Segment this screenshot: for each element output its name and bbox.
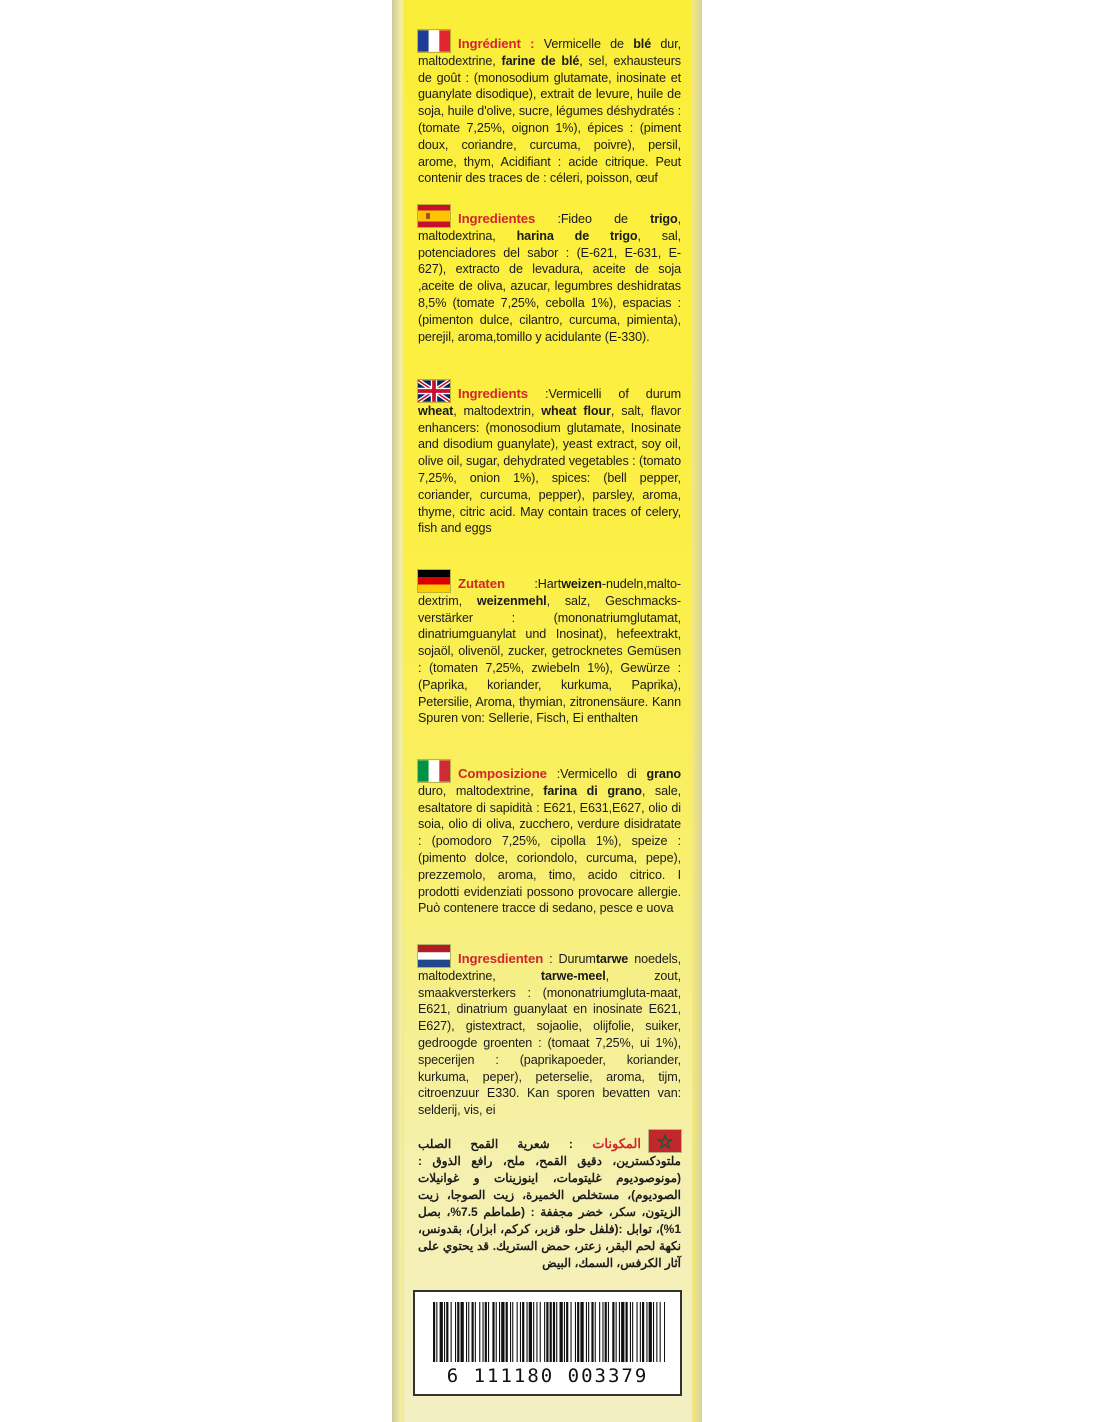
barcode-bar — [475, 1302, 476, 1362]
barcode-bar — [553, 1302, 555, 1362]
barcode-bar — [488, 1302, 489, 1362]
barcode-bar — [517, 1302, 518, 1362]
barcode-bar — [660, 1302, 661, 1362]
barcode-bar — [608, 1302, 609, 1362]
barcode-bar — [501, 1302, 504, 1362]
barcode-bar — [529, 1302, 532, 1362]
italy-flag-icon — [418, 760, 450, 782]
barcode-bars — [433, 1302, 665, 1362]
barcode-bar — [580, 1302, 583, 1362]
title-fr: Ingrédient : — [458, 36, 535, 51]
barcode-bar — [612, 1302, 614, 1362]
barcode-bar — [642, 1302, 644, 1362]
barcode-bar — [605, 1302, 607, 1362]
ingredients-de: Zutaten :Hartweizen-nudeln,malto-dextrim, weizenmehl, salz, Geschmacks-verstärker : (mononatriumglutamat, dinatriumguanylat und Inosinat), hefeextrakt, sojaöl, olivenöl, zucker, getrocknetes Gemüsen : (tomaten 7,25%, zwiebeln 1%), Gewürze : (Paprika, koriander, kurkuma, Paprika), Petersilie, Aroma, thymian, zitronensäure. Kann Spuren von: Sellerie, Fisch, Ei enthalten — [418, 570, 681, 727]
barcode-bar — [533, 1302, 534, 1362]
france-flag-icon — [418, 30, 450, 52]
ingredients-nl: Ingresdienten : Durumtarwe noedels, maltodextrine, tarwe-meel, zout, smaakversterkers : (mononatriumgluta-maat, E621, dinatrium guanylaat en inosinate E621, E627), gistextract, sojaolie, olijfolie, suiker, gedroogde groenten : (tomaat 7,25%, ui 1%), specerijen : (paprikapoeder, koriander, kurkuma, peper), peterselie, aroma, tijm, citroenzuur E330. Kan sporen bevatten van: selderij, vis, ei — [418, 945, 681, 1119]
barcode-bar — [461, 1302, 464, 1362]
ingredients-fr: Ingrédient : Vermicelle de blé dur, maltodextrine, farine de blé, sel, exhausteurs de goût : (monosodium glutamate, inosinate et guanylate disodique), extrait de levure, huile de soja, huile d'olive, sucre, légumes déshydratés : (tomate 7,25%, oignon 1%), épices : (piment doux, coriandre, curcuma, poivre), persil, arome, thym, Acidifiant : acide citrique. Peut contenir des traces de : céleri, poisson, œuf — [418, 30, 681, 187]
morocco-flag-icon — [649, 1130, 681, 1152]
barcode-bar — [646, 1302, 647, 1362]
barcode-bar — [637, 1302, 638, 1362]
barcode-bar — [591, 1302, 593, 1362]
barcode-bar — [586, 1302, 587, 1362]
barcode-bar — [640, 1302, 641, 1362]
barcode-bar — [433, 1302, 435, 1362]
barcode-bar — [479, 1302, 480, 1362]
ingredients-es: Ingredientes :Fideo de trigo, maltodextrina, harina de trigo, sal, potenciadores del sabor : (E-621, E-631, E-627), extracto de levadura, aceite de soja ,aceite de oliva, azucar, legumbres deshidratas 8,5% (tomate 7,25%, cebolla 1%), espacias : (pimenton dulce, cilantro, curcuma, pimienta), perejil, aroma,tomillo y acidulante (E-330). — [418, 205, 681, 345]
barcode-bar — [455, 1302, 456, 1362]
barcode-bar — [499, 1302, 500, 1362]
barcode-bar — [566, 1302, 568, 1362]
title-ar: المكونات — [592, 1136, 641, 1151]
barcode-bar — [468, 1302, 469, 1362]
barcode-bar — [599, 1302, 600, 1362]
barcode-bar — [506, 1302, 508, 1362]
barcode-bar — [550, 1302, 552, 1362]
barcode-bar — [520, 1302, 521, 1362]
netherlands-flag-icon — [418, 945, 450, 967]
barcode-bar — [621, 1302, 624, 1362]
barcode-bar — [446, 1302, 448, 1362]
barcode-bar — [649, 1302, 652, 1362]
barcode-bar — [510, 1302, 511, 1362]
body-ar: : شعرية القمح الصلب ملتودكسترين، دقيق القمح، ملح، رافع الذوق : (مونوصوديوم غليتومات، اينوزينات و غوانيلات الصوديوم)، مستخلص الخميرة، زيت الصوجا، زيت الزيتون، سكر، خضر مجففة : (طماطم 7.5%، بصل 1%)، توابل :(فلفل حلو، قزبر، كركم، ابزار)، بقدونس، نكهة لحم البقر، زعتر، حمض الستريك. قد يحتوي على آثار الكرفس، السمك، البيض — [418, 1137, 681, 1270]
barcode-bar — [540, 1302, 541, 1362]
barcode-bar — [544, 1302, 545, 1362]
barcode-bar — [496, 1302, 497, 1362]
barcode-bar — [595, 1302, 596, 1362]
barcode-bar — [564, 1302, 565, 1362]
ingredients-ar — [418, 1130, 681, 1272]
barcode-bar — [546, 1302, 548, 1362]
title-de: Zutaten — [458, 576, 505, 591]
spain-flag-icon — [418, 205, 450, 227]
barcode-bar — [527, 1302, 528, 1362]
barcode-bar — [492, 1302, 494, 1362]
barcode-bar — [653, 1302, 654, 1362]
barcode-bar — [512, 1302, 513, 1362]
title-nl: Ingresdienten — [458, 951, 544, 966]
box-right-edge — [692, 0, 702, 1422]
barcode-bar — [556, 1302, 557, 1362]
barcode-digits: 6 111180 003379 — [446, 1365, 649, 1387]
barcode-bar — [575, 1302, 576, 1362]
barcode-bar — [466, 1302, 467, 1362]
barcode-bar — [483, 1302, 484, 1362]
barcode-bar — [522, 1302, 524, 1362]
barcode — [413, 1290, 682, 1396]
barcode-bar — [664, 1302, 665, 1362]
barcode-bar — [560, 1302, 563, 1362]
barcode-bar — [577, 1302, 579, 1362]
title-es: Ingredientes — [458, 211, 536, 226]
barcode-bar — [451, 1302, 452, 1362]
barcode-bar — [536, 1302, 537, 1362]
barcode-bar — [619, 1302, 620, 1362]
barcode-bar — [656, 1302, 657, 1362]
ingredients-it: Composizione :Vermicello di grano duro, maltodextrine, farina di grano, sale, esaltatore di sapidità : E621, E631,E627, olio di soia, olio di oliva, zucchero, verdure disidratate : (pomodoro 7,25%, cipolla 1%), speize : (pimento dolce, coriondolo, curcuma, pepe), prezzemolo, aroma, timo, acido citrico. I prodotti evidenziati possono provocare allergie. Può contenere tracce di sedano, pesce e uova — [418, 760, 681, 917]
germany-flag-icon — [418, 570, 450, 592]
ingredients-en: Ingredients :Vermicelli of durum wheat, maltodextrin, wheat flour, salt, flavor enhancers: (monosodium glutamate, Inosinate and disodium guanylate), yeast extract, soy oil, olive oil, sugar, dehydrated vegetables : (tomato 7,25%, onion 1%), spices: (bell pepper, coriander, curcuma, pepper), parsley, aroma, thyme, citric acid. May contain traces of celery, fish and eggs — [418, 380, 681, 537]
title-en: Ingredients — [458, 386, 528, 401]
barcode-bar — [588, 1302, 589, 1362]
barcode-bar — [632, 1302, 633, 1362]
barcode-bar — [571, 1302, 572, 1362]
barcode-bar — [440, 1302, 443, 1362]
barcode-bar — [602, 1302, 603, 1362]
barcode-bar — [457, 1302, 459, 1362]
barcode-bar — [436, 1302, 437, 1362]
barcode-bar — [616, 1302, 617, 1362]
barcode-bar — [444, 1302, 445, 1362]
uk-flag-icon — [418, 380, 450, 402]
barcode-bar — [472, 1302, 474, 1362]
title-it: Composizione — [458, 766, 547, 781]
barcode-bar — [626, 1302, 628, 1362]
barcode-bar — [630, 1302, 631, 1362]
barcode-bar — [485, 1302, 487, 1362]
